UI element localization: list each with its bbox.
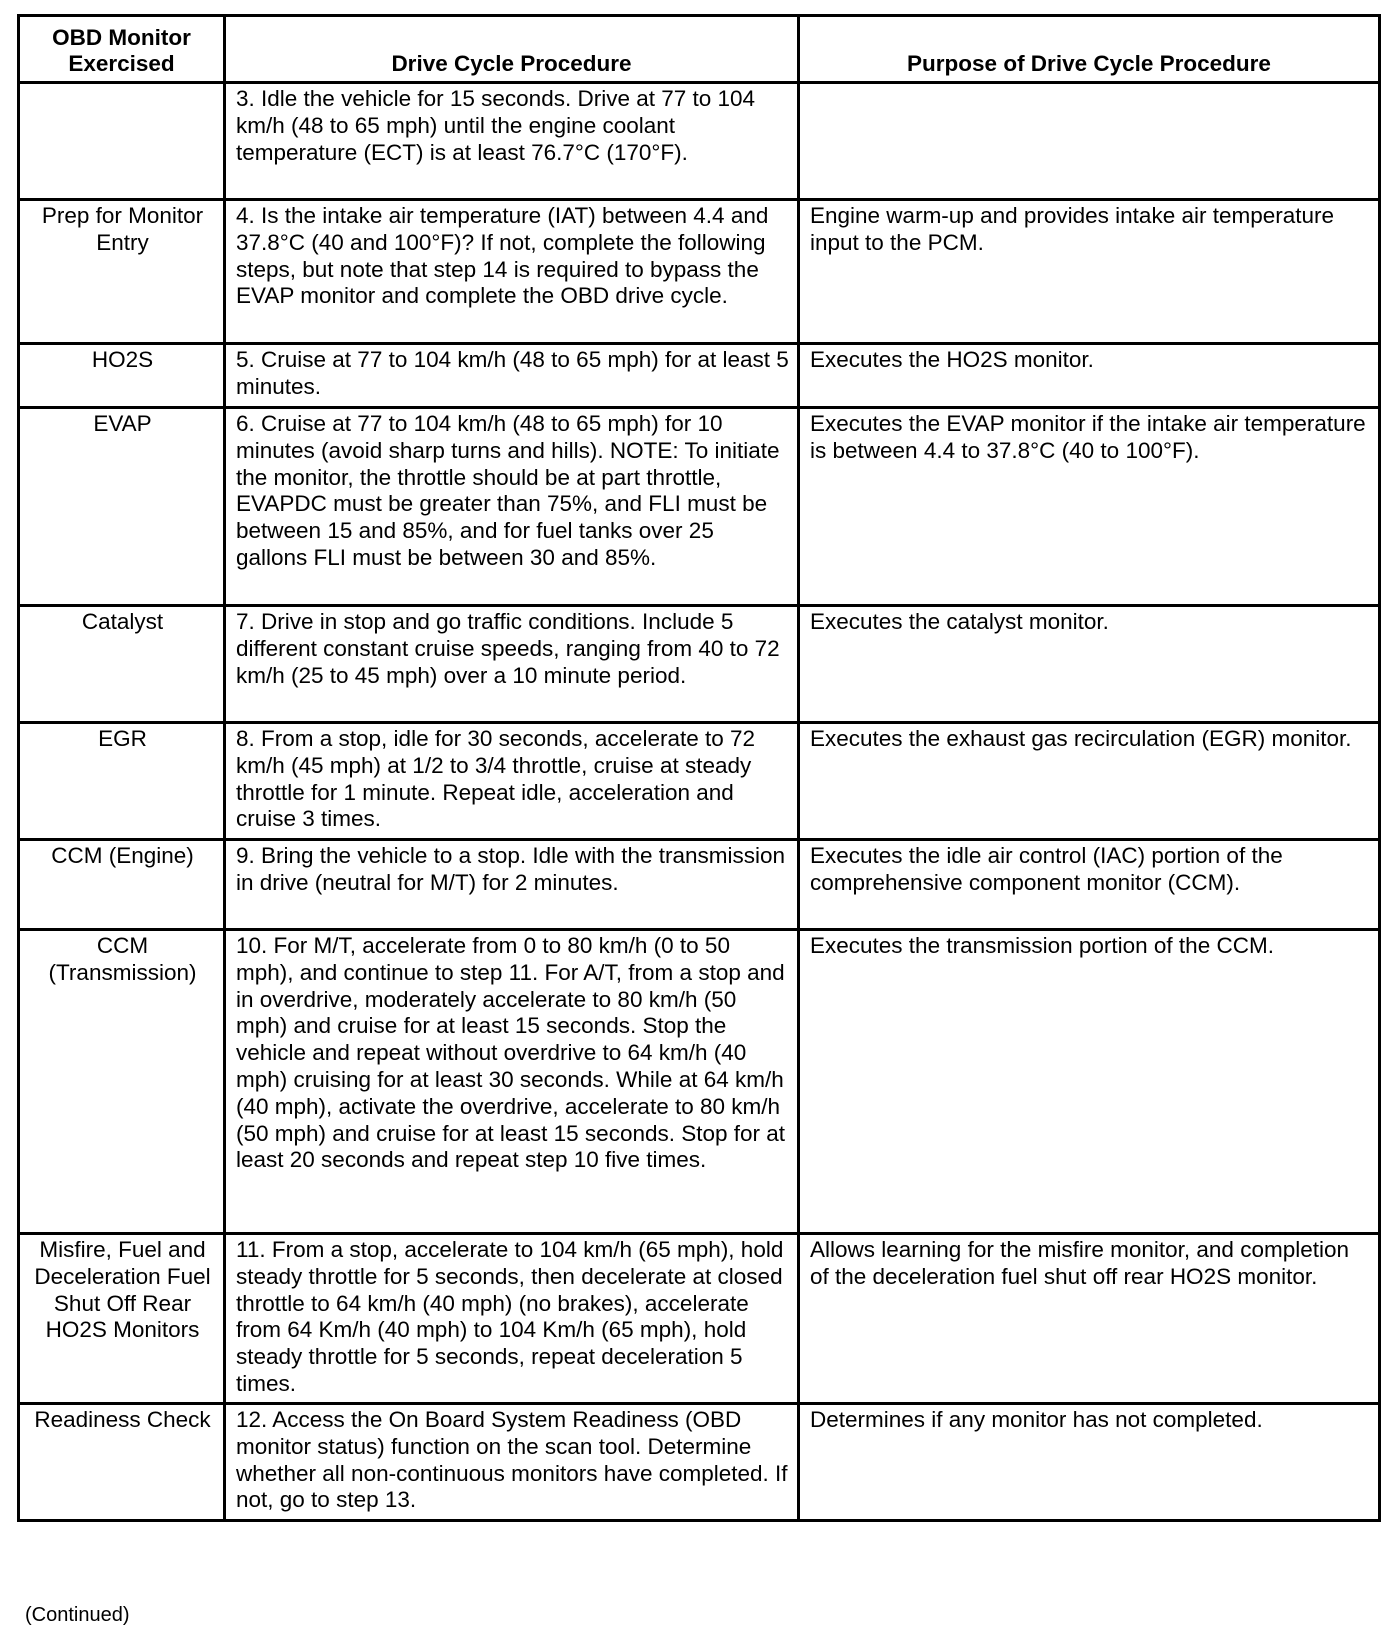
monitor-cell: HO2S [19,344,225,408]
table-row [19,840,1380,930]
purpose-cell: Executes the exhaust gas recirculation (EGR) monitor. [799,723,1380,840]
monitor-cell: CCM (Engine) [19,840,225,930]
drive-cycle-table [17,14,1381,1522]
table-row [19,1234,1380,1404]
monitor-cell: EVAP [19,408,225,606]
table-row [19,408,1380,606]
header-procedure: Drive Cycle Procedure [225,16,799,83]
monitor-cell: Readiness Check [19,1404,225,1521]
monitor-cell: EGR [19,723,225,840]
table-row [19,200,1380,344]
monitor-cell: Catalyst [19,606,225,723]
procedure-cell: 5. Cruise at 77 to 104 km/h (48 to 65 mph) for at least 5 minutes. [225,344,799,408]
purpose-cell: Executes the idle air control (IAC) portion of the comprehensive component monitor (CCM). [799,840,1380,930]
table-row [19,606,1380,723]
table-header-row [19,16,1380,83]
procedure-cell: 7. Drive in stop and go traffic conditions. Include 5 different constant cruise speeds, ranging from 40 to 72 km/h (25 to 45 mph) over a 10 minute period. [225,606,799,723]
table-row [19,83,1380,200]
header-purpose: Purpose of Drive Cycle Procedure [799,16,1380,83]
purpose-cell: Executes the transmission portion of the CCM. [799,930,1380,1234]
purpose-cell: Executes the EVAP monitor if the intake air temperature is between 4.4 to 37.8°C (40 to 100°F). [799,408,1380,606]
purpose-cell [799,83,1380,200]
table-row [19,1404,1380,1521]
table-row [19,344,1380,408]
monitor-cell [19,83,225,200]
header-obd-monitor: OBD Monitor Exercised [19,16,225,83]
table-row [19,723,1380,840]
purpose-cell: Executes the HO2S monitor. [799,344,1380,408]
procedure-cell: 6. Cruise at 77 to 104 km/h (48 to 65 mph) for 10 minutes (avoid sharp turns and hills). NOTE: To initiate the monitor, the throttle should be at part throttle, EVAPDC must be greater than 75%, and FLI must be between 15 and 85%, and for fuel tanks over 25 gallons FLI must be between 30 and 85%. [225,408,799,606]
purpose-cell: Executes the catalyst monitor. [799,606,1380,723]
procedure-cell: 3. Idle the vehicle for 15 seconds. Drive at 77 to 104 km/h (48 to 65 mph) until the engine coolant temperature (ECT) is at least 76.7°C (170°F). [225,83,799,200]
procedure-cell: 8. From a stop, idle for 30 seconds, accelerate to 72 km/h (45 mph) at 1/2 to 3/4 throttle, cruise at steady throttle for 1 minute. Repeat idle, acceleration and cruise 3 times. [225,723,799,840]
procedure-cell: 10. For M/T, accelerate from 0 to 80 km/h (0 to 50 mph), and continue to step 11. For A/T, from a stop and in overdrive, moderately accelerate to 80 km/h (50 mph) and cruise for at least 15 seconds. Stop the vehicle and repeat without overdrive to 64 km/h (40 mph) cruising for at least 30 seconds. While at 64 km/h (40 mph), activate the overdrive, accelerate to 80 km/h (50 mph) and cruise for at least 15 seconds. Stop for at least 20 seconds and repeat step 10 five times. [225,930,799,1234]
table-row [19,930,1380,1234]
procedure-cell: 11. From a stop, accelerate to 104 km/h (65 mph), hold steady throttle for 5 seconds, then decelerate at closed throttle to 64 km/h (40 mph) (no brakes), accelerate from 64 Km/h (40 mph) to 104 Km/h (65 mph), hold steady throttle for 5 seconds, repeat deceleration 5 times. [225,1234,799,1404]
purpose-cell: Allows learning for the misfire monitor, and completion of the deceleration fuel shut off rear HO2S monitor. [799,1234,1380,1404]
monitor-cell: Prep for Monitor Entry [19,200,225,344]
continued-note: (Continued) [25,1604,130,1626]
monitor-cell: Misfire, Fuel and Deceleration Fuel Shut Off Rear HO2S Monitors [19,1234,225,1404]
purpose-cell: Determines if any monitor has not completed. [799,1404,1380,1521]
procedure-cell: 4. Is the intake air temperature (IAT) between 4.4 and 37.8°C (40 and 100°F)? If not, complete the following steps, but note that step 14 is required to bypass the EVAP monitor and complete the OBD drive cycle. [225,200,799,344]
monitor-cell: CCM (Transmission) [19,930,225,1234]
procedure-cell: 12. Access the On Board System Readiness (OBD monitor status) function on the scan tool. Determine whether all non-continuous monitors have completed. If not, go to step 13. [225,1404,799,1521]
purpose-cell: Engine warm-up and provides intake air temperature input to the PCM. [799,200,1380,344]
procedure-cell: 9. Bring the vehicle to a stop. Idle with the transmission in drive (neutral for M/T) for 2 minutes. [225,840,799,930]
